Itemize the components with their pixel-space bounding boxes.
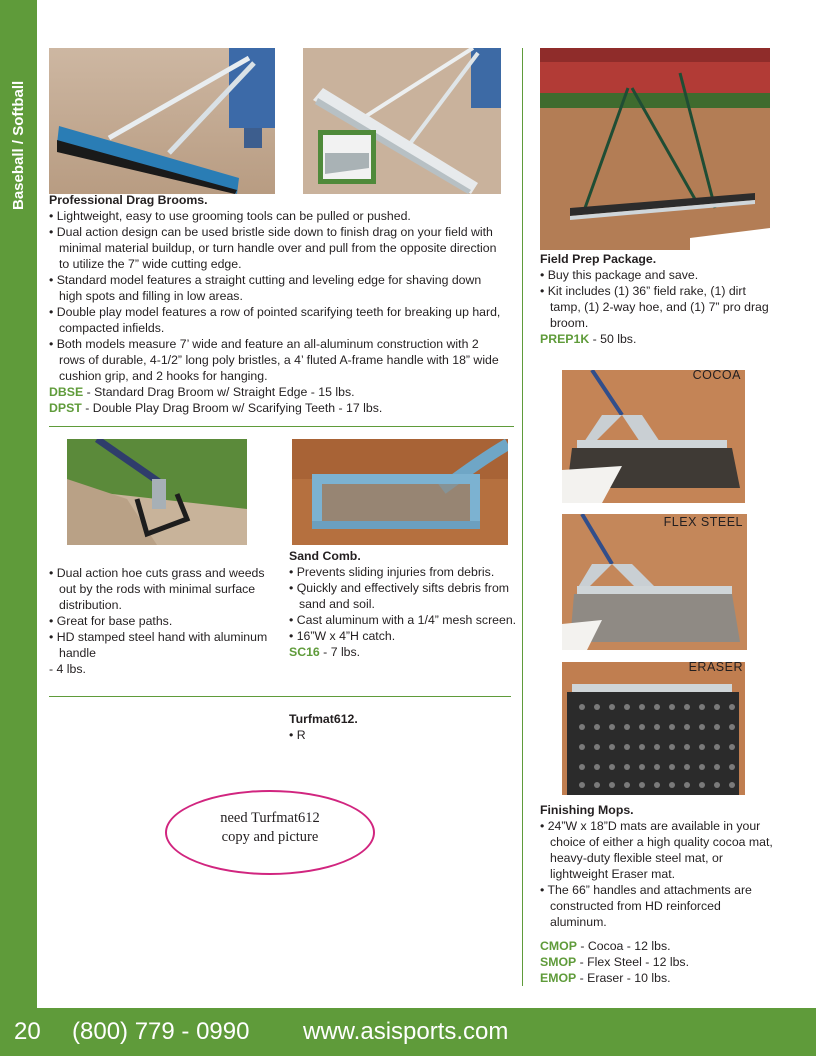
field-prep-title: Field Prep Package. bbox=[540, 252, 657, 266]
sand-comb-bullet: • Quickly and effectively sifts debris from sand and soil. bbox=[289, 581, 510, 611]
product-code: SC16 bbox=[289, 645, 320, 659]
product-code: DBSE bbox=[49, 385, 84, 399]
divider-line bbox=[49, 426, 514, 427]
product-desc: - Standard Drag Broom w/ Straight Edge - 15 lbs. bbox=[83, 385, 355, 399]
drag-brooms-bullet: • Double play model features a row of pointed scarifying teeth for breaking up hard, compacted infields. bbox=[49, 305, 501, 335]
turfmat-title: Turfmat612. bbox=[289, 712, 358, 726]
drag-broom-photo-standard bbox=[49, 48, 275, 194]
product-line-dbse bbox=[49, 384, 504, 400]
product-desc: - 50 lbs. bbox=[589, 332, 637, 346]
turfmat-bullet: • R bbox=[289, 728, 306, 742]
divider-line bbox=[49, 696, 511, 697]
drag-brooms-bullet: • Lightweight, easy to use grooming tools can be pulled or pushed. bbox=[49, 209, 411, 223]
product-line-smop bbox=[540, 954, 775, 970]
page-number: 20 bbox=[14, 1018, 41, 1045]
drag-brooms-block bbox=[49, 192, 504, 416]
product-line-emop bbox=[540, 970, 775, 986]
product-code: CMOP bbox=[540, 939, 577, 953]
product-code: PREP1K bbox=[540, 332, 590, 346]
hoe-photo bbox=[67, 439, 247, 545]
editor-note bbox=[165, 790, 375, 875]
sand-comb-title: Sand Comb. bbox=[289, 549, 361, 563]
field-prep-bullet: • Buy this package and save. bbox=[540, 268, 699, 282]
product-code: EMOP bbox=[540, 971, 577, 985]
column-divider bbox=[522, 48, 523, 986]
hoe-bullet: • HD stamped steel hand with aluminum handle bbox=[49, 630, 268, 660]
field-prep-bullet: • Kit includes (1) 36” field rake, (1) dirt tamp, (1) 2-way hoe, and (1) 7” pro drag broom. bbox=[540, 284, 769, 330]
phone-number: (800) 779 - 0990 bbox=[72, 1018, 250, 1045]
hoe-bullet: • Dual action hoe cuts grass and weeds out by the rods with minimal surface distribution. bbox=[49, 566, 265, 612]
product-line-prep1k bbox=[540, 331, 775, 347]
finishing-mops-bullet: • 24”W x 18”D mats are available in your choice of either a high quality cocoa mat, heavy-duty flexible steel mat, or lightweight Eraser mat. bbox=[540, 819, 773, 881]
sand-comb-photo bbox=[292, 439, 508, 545]
drag-brooms-bullet: • Dual action design can be used bristle side down to finish drag on your field with minimal material buildup, or turn handle over and pull from the opposite direction to utilize the 7” wide cutting edge. bbox=[49, 225, 497, 271]
mop-label-eraser: ERASER bbox=[688, 662, 743, 674]
finishing-mops-block bbox=[540, 802, 775, 986]
hoe-block bbox=[49, 565, 274, 677]
product-desc: - Flex Steel - 12 lbs. bbox=[576, 955, 689, 969]
hoe-weight: - 4 lbs. bbox=[49, 662, 86, 676]
drag-brooms-bullet: • Both models measure 7’ wide and feature an all-aluminum construction with 2 rows of durable, 4-1/2” long poly bristles, a 4’ fluted A-frame handle with 18” wide cushion grip, and 2 hooks for hanging. bbox=[49, 337, 499, 383]
section-title: Baseball / Softball bbox=[10, 80, 27, 210]
footer-bar bbox=[0, 1008, 816, 1056]
product-desc: - Eraser - 10 lbs. bbox=[576, 971, 671, 985]
field-prep-photo bbox=[540, 48, 770, 250]
finishing-mops-title: Finishing Mops. bbox=[540, 803, 634, 817]
mop-photo-eraser bbox=[562, 662, 745, 795]
sand-comb-bullet: • 16”W x 4”H catch. bbox=[289, 629, 396, 643]
hoe-bullet: • Great for base paths. bbox=[49, 614, 173, 628]
mop-photo-cocoa bbox=[562, 370, 745, 503]
product-desc: - Double Play Drag Broom w/ Scarifying Teeth - 17 lbs. bbox=[81, 401, 383, 415]
website-link[interactable]: www.asisports.com bbox=[303, 1018, 509, 1045]
drag-brooms-bullet: • Standard model features a straight cutting and leveling edge for shaving down high spots and filling in low areas. bbox=[49, 273, 482, 303]
product-desc: - 7 lbs. bbox=[319, 645, 361, 659]
sand-comb-bullet: • Prevents sliding injuries from debris. bbox=[289, 565, 495, 579]
editor-note-line: need Turfmat612 bbox=[220, 810, 320, 826]
product-desc: - Cocoa - 12 lbs. bbox=[576, 939, 671, 953]
product-line-sc16 bbox=[289, 644, 517, 660]
product-line-cmop bbox=[540, 938, 775, 954]
editor-note-line: copy and picture bbox=[221, 829, 319, 845]
mop-photo-flex-steel bbox=[562, 514, 747, 650]
sand-comb-bullet: • Cast aluminum with a 1/4” mesh screen. bbox=[289, 613, 517, 627]
product-code: SMOP bbox=[540, 955, 577, 969]
drag-brooms-title: Professional Drag Brooms. bbox=[49, 193, 208, 207]
product-code: DPST bbox=[49, 401, 82, 415]
sidebar bbox=[0, 0, 37, 1008]
mop-label-flex-steel: FLEX STEEL bbox=[663, 515, 743, 529]
turfmat-block bbox=[289, 711, 489, 743]
sand-comb-block bbox=[289, 548, 517, 660]
finishing-mops-bullet: • The 66” handles and attachments are constructed from HD reinforced aluminum. bbox=[540, 883, 752, 929]
field-prep-block bbox=[540, 251, 775, 347]
mop-label-cocoa: COCOA bbox=[692, 370, 741, 382]
product-line-dpst bbox=[49, 400, 504, 416]
drag-broom-photo-double-play bbox=[303, 48, 501, 194]
